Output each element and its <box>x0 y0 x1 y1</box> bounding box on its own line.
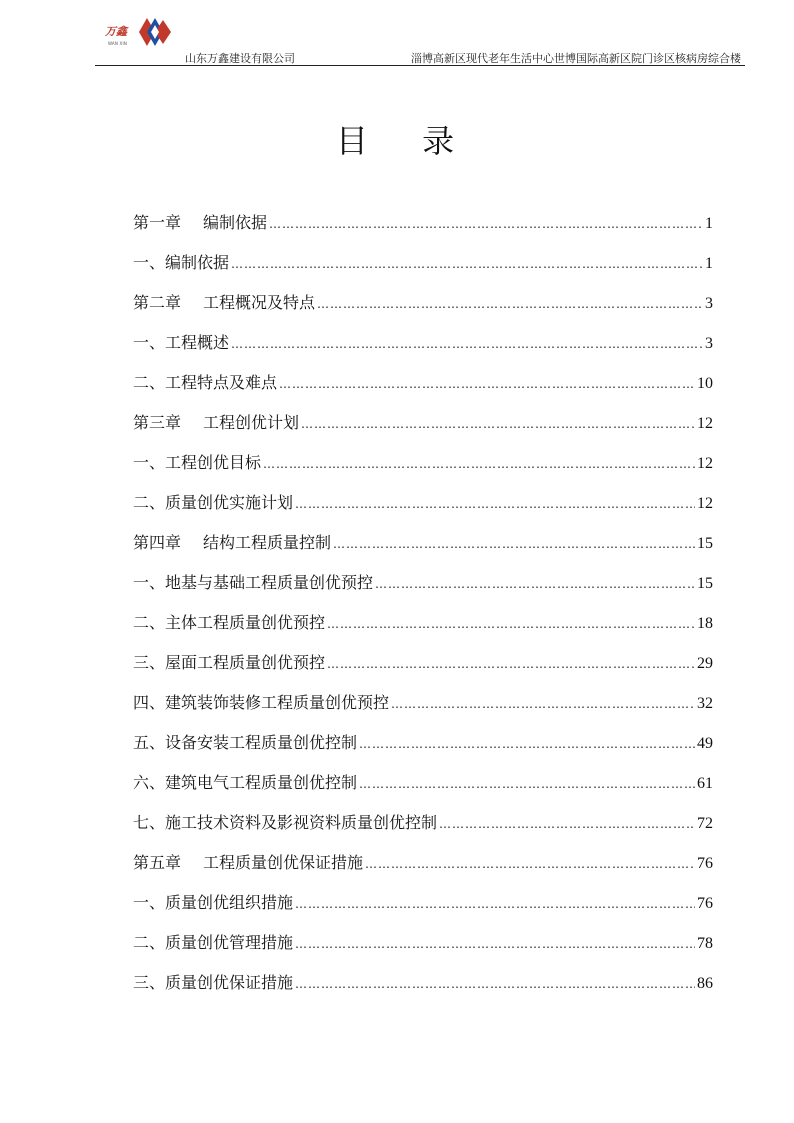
toc-dot-leader <box>359 724 695 764</box>
toc-page-number: 72 <box>697 815 713 832</box>
toc-dot-leader <box>301 404 695 444</box>
toc-page-number: 12 <box>697 495 713 512</box>
page-title: 目 录 <box>335 122 477 160</box>
toc-entry[interactable] <box>133 483 713 523</box>
toc-entry-label <box>133 403 299 443</box>
toc-entry-label <box>133 563 373 603</box>
toc-entry[interactable] <box>133 243 713 283</box>
toc-entry[interactable] <box>133 323 713 363</box>
toc-chapter-number: 第二章 <box>133 293 182 312</box>
toc-page-number: 32 <box>697 695 713 712</box>
page-header <box>95 14 745 66</box>
toc-entry-text: 一、质量创优组织措施 <box>133 893 294 912</box>
toc-page-number: 3 <box>705 295 713 312</box>
toc-entry-label <box>133 643 325 683</box>
toc-dot-leader <box>327 604 695 644</box>
toc-page-number: 61 <box>697 775 713 792</box>
company-logo <box>105 14 165 54</box>
toc-entry-label <box>133 803 437 843</box>
toc-page-number: 29 <box>697 655 713 672</box>
toc-chapter-number: 第三章 <box>133 413 182 432</box>
toc-entry-label <box>133 283 315 323</box>
toc-entry-label <box>133 923 293 963</box>
toc-page-number: 1 <box>705 215 713 232</box>
toc-entry[interactable] <box>133 643 713 683</box>
toc-entry-label <box>133 683 389 723</box>
toc-dot-leader <box>279 364 695 404</box>
toc-chapter-number: 第四章 <box>133 533 182 552</box>
toc-entry-text: 三、质量创优保证措施 <box>133 973 294 992</box>
toc-dot-leader <box>231 324 703 364</box>
logo-brand-text: 万鑫 <box>105 25 127 38</box>
toc-entry-text: 结构工程质量控制 <box>203 533 332 552</box>
toc-dot-leader <box>295 884 695 924</box>
toc-dot-leader <box>263 444 695 484</box>
toc-entry-label <box>133 443 261 483</box>
toc-entry[interactable] <box>133 363 713 403</box>
logo-subtext: WAN XIN <box>108 41 128 46</box>
toc-dot-leader <box>333 524 695 564</box>
toc-dot-leader <box>359 764 695 804</box>
toc-entry[interactable] <box>133 203 713 243</box>
toc-dot-leader <box>231 244 703 284</box>
toc-entry-text: 工程创优计划 <box>203 413 300 432</box>
toc-entry-text: 工程概况及特点 <box>203 293 316 312</box>
toc-entry-label <box>133 723 357 763</box>
toc-entry-text: 五、设备安装工程质量创优控制 <box>133 733 358 752</box>
toc-entry-label <box>133 203 267 243</box>
toc-entry-label <box>133 323 229 363</box>
table-of-contents <box>133 203 713 1003</box>
toc-entry[interactable] <box>133 763 713 803</box>
toc-entry-text: 四、建筑装饰装修工程质量创优预控 <box>133 693 390 712</box>
toc-dot-leader <box>439 804 695 844</box>
toc-dot-leader <box>375 564 695 604</box>
toc-entry-text: 六、建筑电气工程质量创优控制 <box>133 773 358 792</box>
toc-page-number: 12 <box>697 415 713 432</box>
toc-dot-leader <box>269 204 703 244</box>
toc-page-number: 18 <box>697 615 713 632</box>
toc-entry-label <box>133 243 229 283</box>
toc-dot-leader <box>295 484 695 524</box>
toc-entry[interactable] <box>133 843 713 883</box>
toc-entry-label <box>133 963 293 1003</box>
toc-page-number: 3 <box>705 335 713 352</box>
toc-entry-label <box>133 523 331 563</box>
toc-dot-leader <box>391 684 695 724</box>
toc-dot-leader <box>295 964 695 1004</box>
toc-entry-text: 二、质量创优实施计划 <box>133 493 294 512</box>
toc-entry-text: 工程质量创优保证措施 <box>203 853 364 872</box>
toc-entry[interactable] <box>133 283 713 323</box>
toc-entry-text: 一、工程概述 <box>133 333 230 352</box>
toc-dot-leader <box>317 284 703 324</box>
toc-chapter-number: 第五章 <box>133 853 182 872</box>
toc-entry-label <box>133 483 293 523</box>
toc-entry[interactable] <box>133 603 713 643</box>
toc-entry[interactable] <box>133 923 713 963</box>
toc-page-number: 76 <box>697 855 713 872</box>
toc-entry-label <box>133 603 325 643</box>
toc-entry-text: 七、施工技术资料及影视资料质量创优控制 <box>133 813 438 832</box>
toc-dot-leader <box>295 924 695 964</box>
toc-entry-text: 一、编制依据 <box>133 253 230 272</box>
toc-page-number: 1 <box>705 255 713 272</box>
toc-entry[interactable] <box>133 683 713 723</box>
toc-page-number: 10 <box>697 375 713 392</box>
project-name: 淄博高新区现代老年生活中心世博国际高新区院门诊区核病房综合楼 <box>411 52 741 65</box>
toc-page-number: 78 <box>697 935 713 952</box>
toc-entry-text: 二、质量创优管理措施 <box>133 933 294 952</box>
header-divider <box>95 65 745 66</box>
toc-entry-text: 三、屋面工程质量创优预控 <box>133 653 326 672</box>
toc-entry-text: 一、工程创优目标 <box>133 453 262 472</box>
toc-chapter-number: 第一章 <box>133 213 182 232</box>
toc-entry-label <box>133 883 293 923</box>
toc-page-number: 49 <box>697 735 713 752</box>
toc-entry-text: 编制依据 <box>203 213 268 232</box>
toc-entry[interactable] <box>133 803 713 843</box>
toc-entry-text: 二、工程特点及难点 <box>133 373 278 392</box>
toc-dot-leader <box>327 644 695 684</box>
toc-entry[interactable] <box>133 883 713 923</box>
toc-entry[interactable] <box>133 403 713 443</box>
toc-entry-label <box>133 363 277 403</box>
toc-page-number: 76 <box>697 895 713 912</box>
toc-entry-label <box>133 843 363 883</box>
toc-entry[interactable] <box>133 523 713 563</box>
toc-entry[interactable] <box>133 723 713 763</box>
toc-page-number: 15 <box>697 535 713 552</box>
toc-entry-text: 一、地基与基础工程质量创优预控 <box>133 573 374 592</box>
toc-page-number: 86 <box>697 975 713 992</box>
company-name: 山东万鑫建设有限公司 <box>185 52 295 65</box>
toc-entry-text: 二、主体工程质量创优预控 <box>133 613 326 632</box>
toc-entry-label <box>133 763 357 803</box>
toc-page-number: 15 <box>697 575 713 592</box>
toc-page-number: 12 <box>697 455 713 472</box>
toc-entry[interactable] <box>133 563 713 603</box>
diamond-logo-icon <box>135 14 173 50</box>
toc-entry[interactable] <box>133 443 713 483</box>
toc-dot-leader <box>365 844 695 884</box>
toc-entry[interactable] <box>133 963 713 1003</box>
